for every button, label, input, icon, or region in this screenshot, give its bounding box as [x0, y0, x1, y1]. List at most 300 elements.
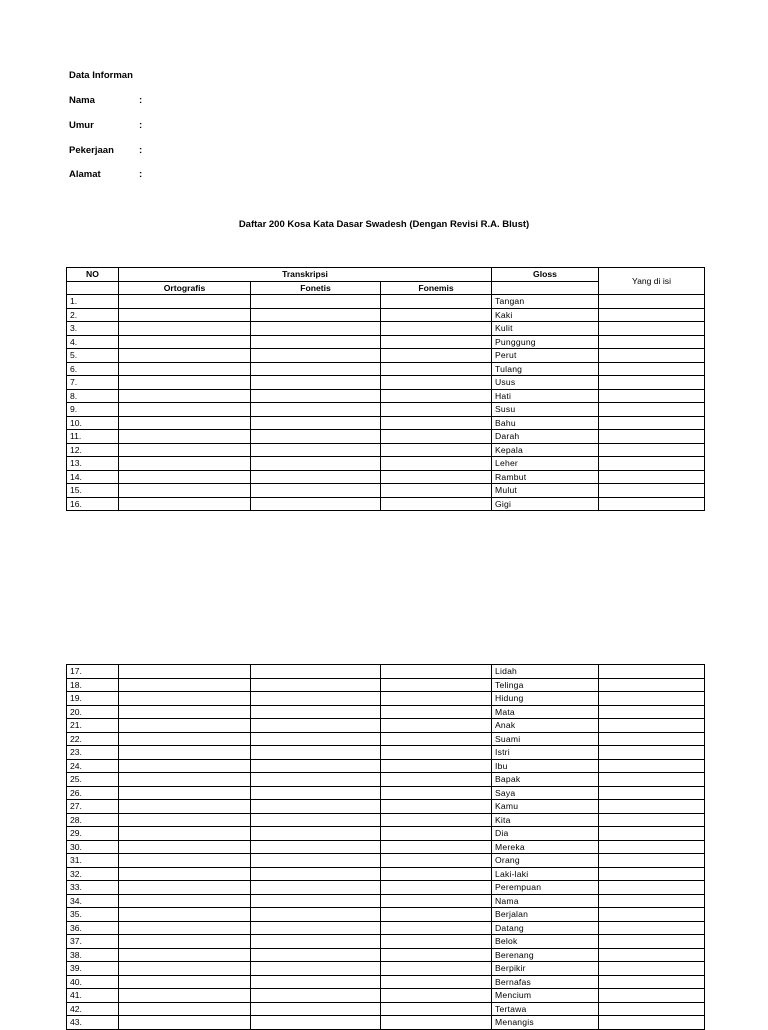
fonetis-cell[interactable]: [251, 840, 381, 854]
ortografis-cell[interactable]: [119, 989, 251, 1003]
table-row: [67, 867, 705, 881]
row-number: 29.: [67, 827, 119, 841]
fonemis-cell[interactable]: [381, 975, 492, 989]
gloss-cell: Belok: [492, 935, 599, 949]
table-row: [67, 443, 705, 457]
ortografis-cell[interactable]: [119, 443, 251, 457]
field-colon: :: [139, 145, 143, 156]
ortografis-cell[interactable]: [119, 1002, 251, 1016]
row-number: 41.: [67, 989, 119, 1003]
fonetis-cell[interactable]: [251, 678, 381, 692]
fonetis-cell[interactable]: [251, 921, 381, 935]
fonemis-cell[interactable]: [381, 854, 492, 868]
yang-di-isi-cell[interactable]: [599, 403, 705, 417]
row-number: 36.: [67, 921, 119, 935]
ortografis-cell[interactable]: [119, 854, 251, 868]
yang-di-isi-cell[interactable]: [599, 867, 705, 881]
gloss-cell: Datang: [492, 921, 599, 935]
ortografis-cell[interactable]: [119, 813, 251, 827]
yang-di-isi-cell[interactable]: [599, 430, 705, 444]
row-number: 21.: [67, 719, 119, 733]
table-row: [67, 840, 705, 854]
yang-di-isi-cell[interactable]: [599, 854, 705, 868]
fonetis-cell[interactable]: [251, 813, 381, 827]
row-number: 3.: [67, 322, 119, 336]
yang-di-isi-cell[interactable]: [599, 335, 705, 349]
fonetis-cell[interactable]: [251, 800, 381, 814]
ortografis-cell[interactable]: [119, 908, 251, 922]
fonemis-cell[interactable]: [381, 376, 492, 390]
ortografis-cell[interactable]: [119, 665, 251, 679]
ortografis-cell[interactable]: [119, 322, 251, 336]
yang-di-isi-cell[interactable]: [599, 416, 705, 430]
fonemis-cell[interactable]: [381, 948, 492, 962]
yang-di-isi-cell[interactable]: [599, 349, 705, 363]
fonetis-cell[interactable]: [251, 786, 381, 800]
ortografis-cell[interactable]: [119, 470, 251, 484]
table-row: [67, 705, 705, 719]
fonetis-cell[interactable]: [251, 908, 381, 922]
row-number: 24.: [67, 759, 119, 773]
table-row: [67, 678, 705, 692]
yang-di-isi-cell[interactable]: [599, 389, 705, 403]
ortografis-cell[interactable]: [119, 948, 251, 962]
ortografis-cell[interactable]: [119, 881, 251, 895]
fonemis-cell[interactable]: [381, 484, 492, 498]
table-row: [67, 800, 705, 814]
fonetis-cell[interactable]: [251, 362, 381, 376]
ortografis-cell[interactable]: [119, 1016, 251, 1030]
gloss-cell: Kaki: [492, 308, 599, 322]
table-row: [67, 1002, 705, 1016]
row-number: 34.: [67, 894, 119, 908]
table-row: [67, 908, 705, 922]
fonetis-cell[interactable]: [251, 719, 381, 733]
row-number: 20.: [67, 705, 119, 719]
row-number: 22.: [67, 732, 119, 746]
header-yang-di-isi: Yang di isi: [599, 268, 705, 295]
fonemis-cell[interactable]: [381, 881, 492, 895]
gloss-cell: Orang: [492, 854, 599, 868]
gloss-cell: Tangan: [492, 295, 599, 309]
ortografis-cell[interactable]: [119, 921, 251, 935]
fonetis-cell[interactable]: [251, 322, 381, 336]
fonetis-cell[interactable]: [251, 443, 381, 457]
row-number: 8.: [67, 389, 119, 403]
fonetis-cell[interactable]: [251, 416, 381, 430]
ortografis-cell[interactable]: [119, 457, 251, 471]
fonemis-cell[interactable]: [381, 678, 492, 692]
fonemis-cell[interactable]: [381, 705, 492, 719]
ortografis-cell[interactable]: [119, 403, 251, 417]
yang-di-isi-cell[interactable]: [599, 457, 705, 471]
fonemis-cell[interactable]: [381, 335, 492, 349]
fonemis-cell[interactable]: [381, 322, 492, 336]
fonemis-cell[interactable]: [381, 470, 492, 484]
table-row: [67, 322, 705, 336]
gloss-cell: Mulut: [492, 484, 599, 498]
table-row: [67, 457, 705, 471]
gloss-cell: Dia: [492, 827, 599, 841]
table-row: [67, 827, 705, 841]
ortografis-cell[interactable]: [119, 867, 251, 881]
row-number: 14.: [67, 470, 119, 484]
row-number: 18.: [67, 678, 119, 692]
table-row: [67, 692, 705, 706]
table-row: [67, 497, 705, 511]
fonetis-cell[interactable]: [251, 867, 381, 881]
row-number: 19.: [67, 692, 119, 706]
yang-di-isi-cell[interactable]: [599, 376, 705, 390]
fonemis-cell[interactable]: [381, 732, 492, 746]
gloss-cell: Kulit: [492, 322, 599, 336]
yang-di-isi-cell[interactable]: [599, 665, 705, 679]
ortografis-cell[interactable]: [119, 678, 251, 692]
fonetis-cell[interactable]: [251, 881, 381, 895]
gloss-cell: Kepala: [492, 443, 599, 457]
fonemis-cell[interactable]: [381, 403, 492, 417]
fonemis-cell[interactable]: [381, 908, 492, 922]
table-row: [67, 773, 705, 787]
header-ortografis: Ortografis: [119, 281, 251, 295]
ortografis-cell[interactable]: [119, 497, 251, 511]
fonemis-cell[interactable]: [381, 295, 492, 309]
ortografis-cell[interactable]: [119, 732, 251, 746]
gloss-cell: Saya: [492, 786, 599, 800]
ortografis-cell[interactable]: [119, 335, 251, 349]
field-colon: :: [139, 95, 143, 106]
fonetis-cell[interactable]: [251, 1016, 381, 1030]
header-gloss: Gloss: [492, 268, 599, 282]
ortografis-cell[interactable]: [119, 484, 251, 498]
fonemis-cell[interactable]: [381, 416, 492, 430]
fonetis-cell[interactable]: [251, 962, 381, 976]
header-no-blank: [67, 281, 119, 295]
fonetis-cell[interactable]: [251, 692, 381, 706]
fonetis-cell[interactable]: [251, 746, 381, 760]
fonetis-cell[interactable]: [251, 732, 381, 746]
gloss-cell: Nama: [492, 894, 599, 908]
yang-di-isi-cell[interactable]: [599, 692, 705, 706]
row-number: 11.: [67, 430, 119, 444]
field-colon: :: [139, 169, 143, 180]
yang-di-isi-cell[interactable]: [599, 894, 705, 908]
yang-di-isi-cell[interactable]: [599, 1016, 705, 1030]
table-row: [67, 295, 705, 309]
gloss-cell: Bapak: [492, 773, 599, 787]
fonetis-cell[interactable]: [251, 349, 381, 363]
table-row: [67, 470, 705, 484]
table-row: [67, 921, 705, 935]
gloss-cell: Laki-laki: [492, 867, 599, 881]
row-number: 33.: [67, 881, 119, 895]
ortografis-cell[interactable]: [119, 430, 251, 444]
header-transkripsi: Transkripsi: [119, 268, 492, 282]
fonemis-cell[interactable]: [381, 759, 492, 773]
table-row: [67, 854, 705, 868]
fonemis-cell[interactable]: [381, 746, 492, 760]
table-row: [67, 732, 705, 746]
fonetis-cell[interactable]: [251, 403, 381, 417]
fonetis-cell[interactable]: [251, 470, 381, 484]
yang-di-isi-cell[interactable]: [599, 948, 705, 962]
row-number: 13.: [67, 457, 119, 471]
ortografis-cell[interactable]: [119, 362, 251, 376]
fonetis-cell[interactable]: [251, 935, 381, 949]
row-number: 39.: [67, 962, 119, 976]
fonemis-cell[interactable]: [381, 962, 492, 976]
yang-di-isi-cell[interactable]: [599, 921, 705, 935]
row-number: 6.: [67, 362, 119, 376]
yang-di-isi-cell[interactable]: [599, 746, 705, 760]
fonemis-cell[interactable]: [381, 786, 492, 800]
ortografis-cell[interactable]: [119, 376, 251, 390]
table-row: [67, 335, 705, 349]
yang-di-isi-cell[interactable]: [599, 1002, 705, 1016]
table-row: [67, 403, 705, 417]
row-number: 40.: [67, 975, 119, 989]
gloss-cell: Lidah: [492, 665, 599, 679]
yang-di-isi-cell[interactable]: [599, 719, 705, 733]
ortografis-cell[interactable]: [119, 759, 251, 773]
fonetis-cell[interactable]: [251, 1002, 381, 1016]
table-row: [67, 746, 705, 760]
table-row: [67, 430, 705, 444]
ortografis-cell[interactable]: [119, 962, 251, 976]
yang-di-isi-cell[interactable]: [599, 773, 705, 787]
gloss-cell: Berenang: [492, 948, 599, 962]
row-number: 16.: [67, 497, 119, 511]
table-row: [67, 786, 705, 800]
yang-di-isi-cell[interactable]: [599, 678, 705, 692]
gloss-cell: Berjalan: [492, 908, 599, 922]
header-fonemis: Fonemis: [381, 281, 492, 295]
row-number: 15.: [67, 484, 119, 498]
yang-di-isi-cell[interactable]: [599, 935, 705, 949]
gloss-cell: Mereka: [492, 840, 599, 854]
ortografis-cell[interactable]: [119, 935, 251, 949]
fonemis-cell[interactable]: [381, 773, 492, 787]
ortografis-cell[interactable]: [119, 827, 251, 841]
table-row: [67, 1016, 705, 1030]
gloss-cell: Telinga: [492, 678, 599, 692]
fonemis-cell[interactable]: [381, 1002, 492, 1016]
gloss-cell: Darah: [492, 430, 599, 444]
gloss-cell: Susu: [492, 403, 599, 417]
gloss-cell: Istri: [492, 746, 599, 760]
fonetis-cell[interactable]: [251, 975, 381, 989]
table-row: [67, 813, 705, 827]
yang-di-isi-cell[interactable]: [599, 759, 705, 773]
table-row: [67, 989, 705, 1003]
yang-di-isi-cell[interactable]: [599, 484, 705, 498]
fonetis-cell[interactable]: [251, 497, 381, 511]
fonemis-cell[interactable]: [381, 813, 492, 827]
yang-di-isi-cell[interactable]: [599, 497, 705, 511]
gloss-cell: Bahu: [492, 416, 599, 430]
fonetis-cell[interactable]: [251, 948, 381, 962]
table-row: [67, 376, 705, 390]
fonemis-cell[interactable]: [381, 1016, 492, 1030]
yang-di-isi-cell[interactable]: [599, 362, 705, 376]
row-number: 17.: [67, 665, 119, 679]
fonetis-cell[interactable]: [251, 894, 381, 908]
yang-di-isi-cell[interactable]: [599, 975, 705, 989]
fonemis-cell[interactable]: [381, 692, 492, 706]
table-row: [67, 308, 705, 322]
word-list-table: [66, 267, 705, 511]
ortografis-cell[interactable]: [119, 894, 251, 908]
fonemis-cell[interactable]: [381, 389, 492, 403]
ortografis-cell[interactable]: [119, 746, 251, 760]
yang-di-isi-cell[interactable]: [599, 295, 705, 309]
ortografis-cell[interactable]: [119, 800, 251, 814]
yang-di-isi-cell[interactable]: [599, 443, 705, 457]
row-number: 32.: [67, 867, 119, 881]
table-row: [67, 416, 705, 430]
fonetis-cell[interactable]: [251, 773, 381, 787]
ortografis-cell[interactable]: [119, 705, 251, 719]
table-row: [67, 935, 705, 949]
field-colon: :: [139, 120, 143, 131]
fonetis-cell[interactable]: [251, 457, 381, 471]
header-gloss-blank: [492, 281, 599, 295]
ortografis-cell[interactable]: [119, 389, 251, 403]
fonemis-cell[interactable]: [381, 935, 492, 949]
row-number: 43.: [67, 1016, 119, 1030]
gloss-cell: Anak: [492, 719, 599, 733]
fonetis-cell[interactable]: [251, 854, 381, 868]
fonetis-cell[interactable]: [251, 335, 381, 349]
gloss-cell: Berpikir: [492, 962, 599, 976]
fonetis-cell[interactable]: [251, 705, 381, 719]
row-number: 37.: [67, 935, 119, 949]
gloss-cell: Kamu: [492, 800, 599, 814]
row-number: 31.: [67, 854, 119, 868]
row-number: 38.: [67, 948, 119, 962]
ortografis-cell[interactable]: [119, 295, 251, 309]
ortografis-cell[interactable]: [119, 692, 251, 706]
gloss-cell: Punggung: [492, 335, 599, 349]
yang-di-isi-cell[interactable]: [599, 813, 705, 827]
fonemis-cell[interactable]: [381, 308, 492, 322]
yang-di-isi-cell[interactable]: [599, 705, 705, 719]
yang-di-isi-cell[interactable]: [599, 322, 705, 336]
fonetis-cell[interactable]: [251, 295, 381, 309]
ortografis-cell[interactable]: [119, 786, 251, 800]
fonemis-cell[interactable]: [381, 827, 492, 841]
fonemis-cell[interactable]: [381, 430, 492, 444]
row-number: 1.: [67, 295, 119, 309]
fonetis-cell[interactable]: [251, 759, 381, 773]
fonemis-cell[interactable]: [381, 989, 492, 1003]
fonetis-cell[interactable]: [251, 389, 381, 403]
yang-di-isi-cell[interactable]: [599, 962, 705, 976]
fonetis-cell[interactable]: [251, 376, 381, 390]
ortografis-cell[interactable]: [119, 308, 251, 322]
field-label: Umur: [69, 120, 94, 131]
table-row: [67, 362, 705, 376]
table-row: [67, 948, 705, 962]
table-row: [67, 894, 705, 908]
ortografis-cell[interactable]: [119, 773, 251, 787]
yang-di-isi-cell[interactable]: [599, 732, 705, 746]
gloss-cell: Perut: [492, 349, 599, 363]
row-number: 10.: [67, 416, 119, 430]
ortografis-cell[interactable]: [119, 416, 251, 430]
fonemis-cell[interactable]: [381, 840, 492, 854]
yang-di-isi-cell[interactable]: [599, 786, 705, 800]
fonetis-cell[interactable]: [251, 989, 381, 1003]
gloss-cell: Tertawa: [492, 1002, 599, 1016]
table-body: [67, 665, 705, 1030]
row-number: 4.: [67, 335, 119, 349]
field-label: Pekerjaan: [69, 145, 114, 156]
fonemis-cell[interactable]: [381, 349, 492, 363]
yang-di-isi-cell[interactable]: [599, 908, 705, 922]
yang-di-isi-cell[interactable]: [599, 308, 705, 322]
fonetis-cell[interactable]: [251, 484, 381, 498]
ortografis-cell[interactable]: [119, 719, 251, 733]
gloss-cell: Usus: [492, 376, 599, 390]
yang-di-isi-cell[interactable]: [599, 989, 705, 1003]
yang-di-isi-cell[interactable]: [599, 800, 705, 814]
fonemis-cell[interactable]: [381, 921, 492, 935]
yang-di-isi-cell[interactable]: [599, 840, 705, 854]
row-number: 2.: [67, 308, 119, 322]
table-row: [67, 389, 705, 403]
table-body: [67, 295, 705, 511]
fonemis-cell[interactable]: [381, 497, 492, 511]
fonemis-cell[interactable]: [381, 719, 492, 733]
header-fonetis: Fonetis: [251, 281, 381, 295]
fonetis-cell[interactable]: [251, 665, 381, 679]
table-row: [67, 719, 705, 733]
row-number: 5.: [67, 349, 119, 363]
yang-di-isi-cell[interactable]: [599, 827, 705, 841]
row-number: 9.: [67, 403, 119, 417]
fonemis-cell[interactable]: [381, 457, 492, 471]
fonetis-cell[interactable]: [251, 430, 381, 444]
gloss-cell: Menangis: [492, 1016, 599, 1030]
fonemis-cell[interactable]: [381, 443, 492, 457]
table-row: [67, 349, 705, 363]
fonemis-cell[interactable]: [381, 665, 492, 679]
fonemis-cell[interactable]: [381, 362, 492, 376]
ortografis-cell[interactable]: [119, 349, 251, 363]
gloss-cell: Hati: [492, 389, 599, 403]
fonetis-cell[interactable]: [251, 308, 381, 322]
gloss-cell: Bernafas: [492, 975, 599, 989]
gloss-cell: Suami: [492, 732, 599, 746]
yang-di-isi-cell[interactable]: [599, 470, 705, 484]
row-number: 28.: [67, 813, 119, 827]
gloss-cell: Mata: [492, 705, 599, 719]
gloss-cell: Rambut: [492, 470, 599, 484]
fonemis-cell[interactable]: [381, 894, 492, 908]
ortografis-cell[interactable]: [119, 840, 251, 854]
yang-di-isi-cell[interactable]: [599, 881, 705, 895]
fonetis-cell[interactable]: [251, 827, 381, 841]
fonemis-cell[interactable]: [381, 800, 492, 814]
fonemis-cell[interactable]: [381, 867, 492, 881]
row-number: 35.: [67, 908, 119, 922]
ortografis-cell[interactable]: [119, 975, 251, 989]
field-label: Alamat: [69, 169, 101, 180]
gloss-cell: Leher: [492, 457, 599, 471]
row-number: 12.: [67, 443, 119, 457]
table-row: [67, 881, 705, 895]
